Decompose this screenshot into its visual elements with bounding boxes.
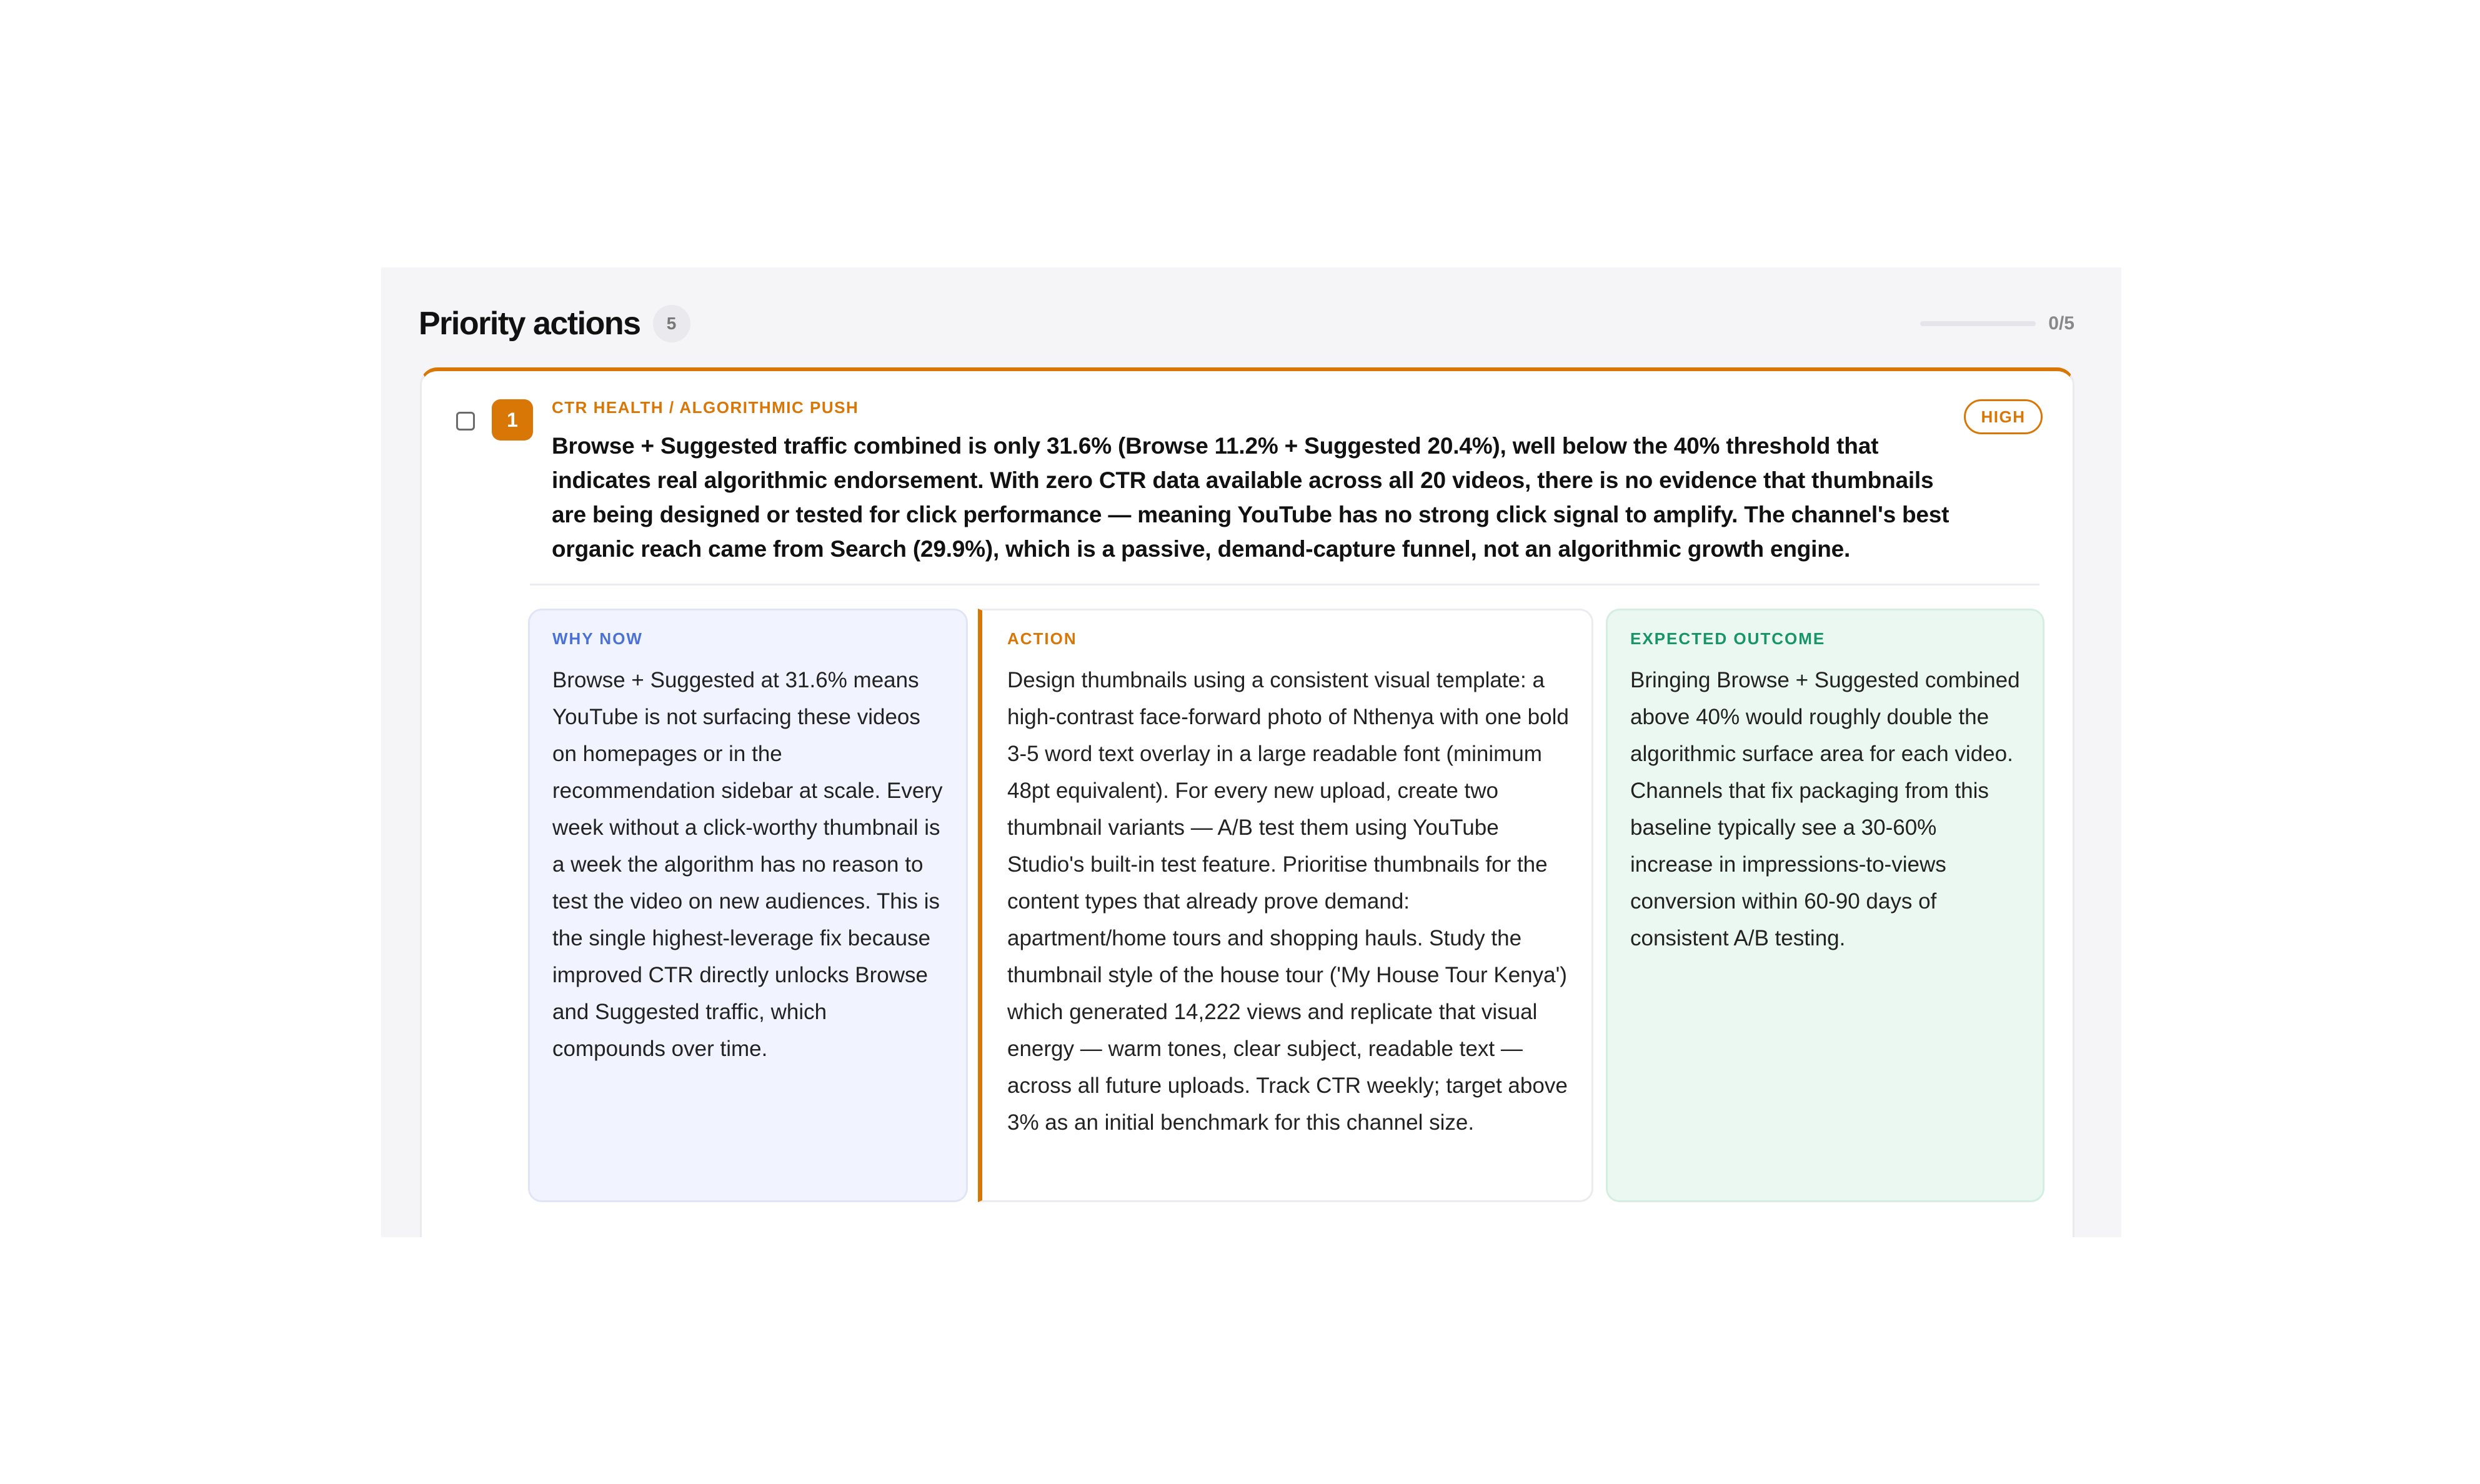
action-label: ACTION bbox=[1007, 629, 1077, 648]
expected-outcome-text: Bringing Browse + Suggested combined above 40% would roughly double the algorithmic surface area for each video. Channels that fix packaging from this baseline typically see a 30-60% increase in impressions-to-views conversion within 60-90 days of consistent A/B testing. bbox=[1630, 668, 2020, 950]
progress-area bbox=[1920, 313, 2074, 334]
action-text: Design thumbnails using a consistent visual template: a high-contrast face-forward photo of Nthenya with one bold 3-5 word text overlay in a large readable font (minimum 48pt equivalent). For every new upload, create two thumbnail variants — A/B test them using YouTube Studio's built-in test feature. Prioritise thumbnails for the content types that already prove demand: apartment/home tours and shopping hauls. Study the thumbnail style of the house tour ('My House Tour Kenya') which generated 14,222 views and replicate that visual energy — warm tones, clear subject, readable text — across all future uploads. Track CTR weekly; target above 3% as an initial benchmark for this channel size. bbox=[1007, 668, 1569, 1135]
category-label: CTR HEALTH / ALGORITHMIC PUSH bbox=[552, 398, 859, 417]
divider bbox=[530, 584, 2039, 585]
action-card bbox=[420, 367, 2074, 1237]
why-now-label: WHY NOW bbox=[552, 629, 643, 648]
rank-badge: 1 bbox=[492, 399, 533, 441]
why-now-text: Browse + Suggested at 31.6% means YouTube is not surfacing these videos on homepages or in the recommendation sidebar at scale. Every week without a click-worthy thumbnail is a week the algorithm has no reason to test the video on new audiences. This is the single highest-leverage fix because improved CTR directly unlocks Browse and Suggested traffic, which compounds over time. bbox=[552, 668, 943, 1061]
complete-checkbox[interactable] bbox=[456, 412, 475, 431]
expected-outcome-label: EXPECTED OUTCOME bbox=[1630, 629, 1826, 648]
why-now-section bbox=[528, 609, 968, 1202]
priority-badge: HIGH bbox=[1964, 399, 2043, 434]
panel-title: Priority actions bbox=[419, 306, 640, 342]
progress-bar bbox=[1920, 321, 2036, 326]
action-section bbox=[978, 609, 1593, 1202]
priority-actions-panel bbox=[381, 267, 2121, 1237]
panel-header bbox=[419, 299, 2074, 349]
expected-outcome-section bbox=[1606, 609, 2044, 1202]
action-summary: Browse + Suggested traffic combined is only 31.6% (Browse 11.2% + Suggested 20.4%), well below the 40% threshold that indicates real algorithmic endorsement. With zero CTR data available across all 20 videos, there is no evidence that thumbnails are being designed or tested for click performance — meaning YouTube has no strong click signal to amplify. The channel's best organic reach came from Search (29.9%), which is a passive, demand-capture funnel, not an algorithmic growth engine. bbox=[552, 433, 1950, 562]
count-badge: 5 bbox=[653, 305, 690, 342]
progress-text: 0/5 bbox=[2048, 313, 2074, 334]
